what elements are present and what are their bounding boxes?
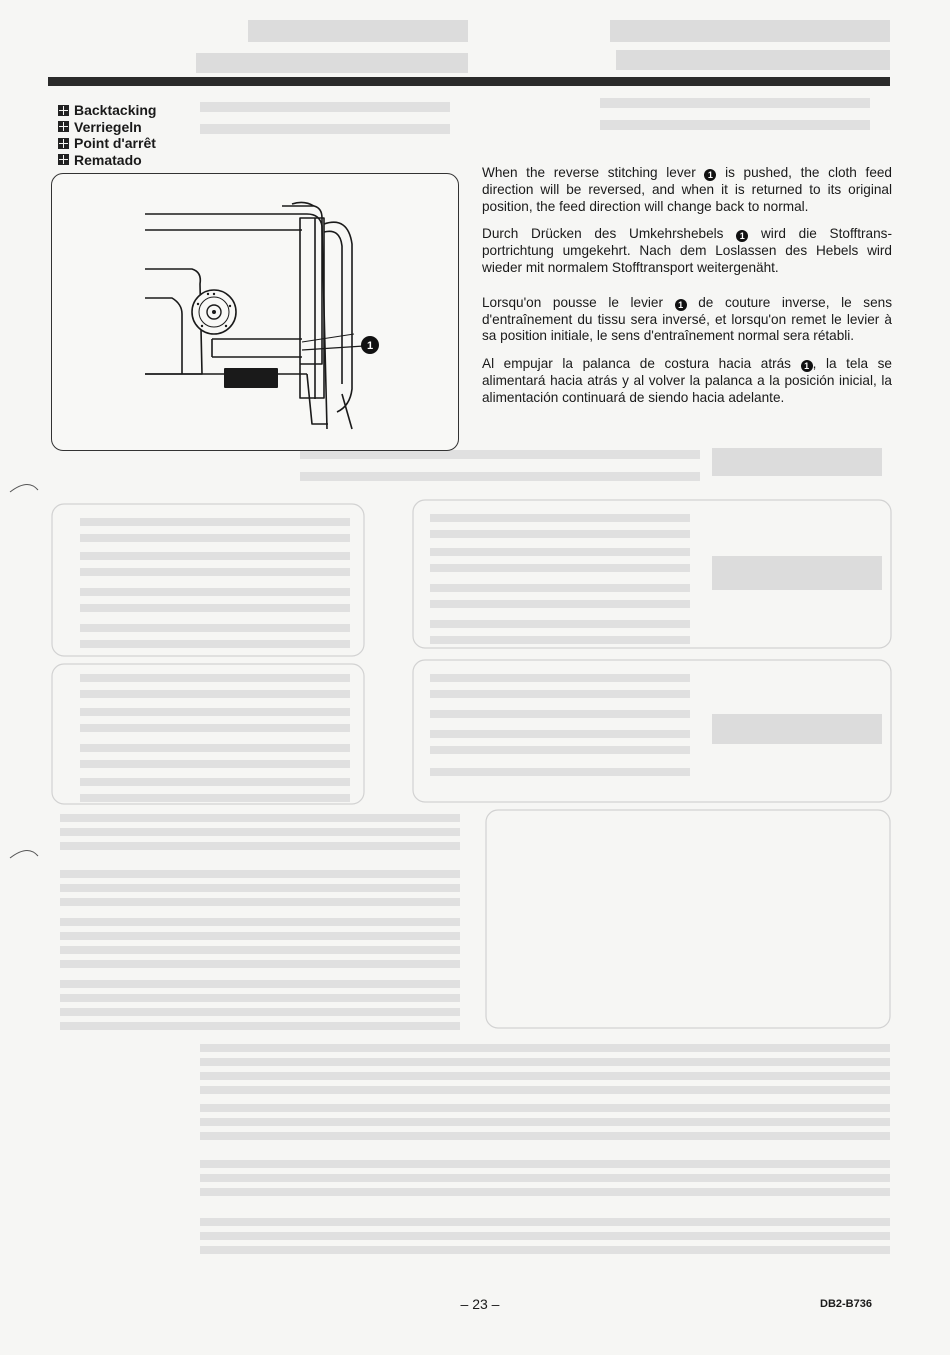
heading-label: Rematado: [74, 151, 142, 168]
plus-square-icon: [58, 121, 69, 132]
heading-de: [58, 119, 156, 136]
lever-marker-icon: 1: [736, 230, 748, 242]
lever-marker-icon: 1: [801, 360, 813, 372]
callout-marker: [361, 336, 379, 354]
paragraph-text: Lorsqu'on pousse le levier: [482, 294, 675, 310]
header-rule: [48, 77, 890, 86]
paragraph-text: de couture inverse, le sens d'entraînement du tissu sera inversé, et lorsqu'on remet le levier à sa position initiale, le sens d'entraînement normal sera rétabli.: [482, 294, 892, 344]
paragraph-de: [482, 226, 892, 276]
lever-marker-icon: 1: [704, 169, 716, 181]
section-headings: [58, 102, 156, 168]
stitch-plate-label: [224, 368, 278, 388]
sewing-machine-figure: [51, 173, 459, 451]
machine-illustration: [52, 174, 458, 450]
paragraph-en: [482, 165, 892, 215]
callout-number: 1: [366, 340, 374, 352]
heading-label: Verriegeln: [74, 118, 142, 135]
heading-label: Backtacking: [74, 102, 157, 119]
heading-fr: [58, 135, 156, 152]
heading-es: [58, 152, 156, 169]
heading-en: [58, 102, 156, 119]
paragraph-text: , la tela se alimentará hacia atrás y al volver la palanca a la posición inicial, la alimentación continuará de siendo hacia adelante.: [482, 356, 892, 405]
plus-square-icon: [58, 105, 69, 116]
paragraph-es: [482, 356, 892, 406]
paragraph-text: is pushed, the cloth feed direction will be reversed, and when it is returned to its original position, the feed direction will change back to normal.: [482, 165, 892, 214]
plus-square-icon: [58, 154, 69, 165]
plus-square-icon: [58, 138, 69, 149]
paragraph-text: Al empujar la palanca de costura hacia atrás: [482, 356, 801, 372]
instruction-text: [482, 165, 892, 418]
heading-label: Point d'arrêt: [74, 135, 156, 152]
paragraph-fr: [482, 295, 892, 345]
tension-dial-icon: [192, 290, 236, 334]
page-number: – 23 –: [460, 1296, 500, 1312]
paragraph-text: wird die Stofftransportrichtung umgekehrt. Nach dem Loslassen des Hebels wird wieder mit normalem Stofftransport weitergenäht.: [482, 226, 893, 275]
paragraph-text: When the reverse stitching lever: [482, 165, 705, 180]
lever-marker-icon: 1: [675, 299, 687, 311]
document-code: DB2-B736: [820, 1298, 872, 1310]
paragraph-text: Durch Drücken des Umkehrshebels: [482, 226, 737, 242]
